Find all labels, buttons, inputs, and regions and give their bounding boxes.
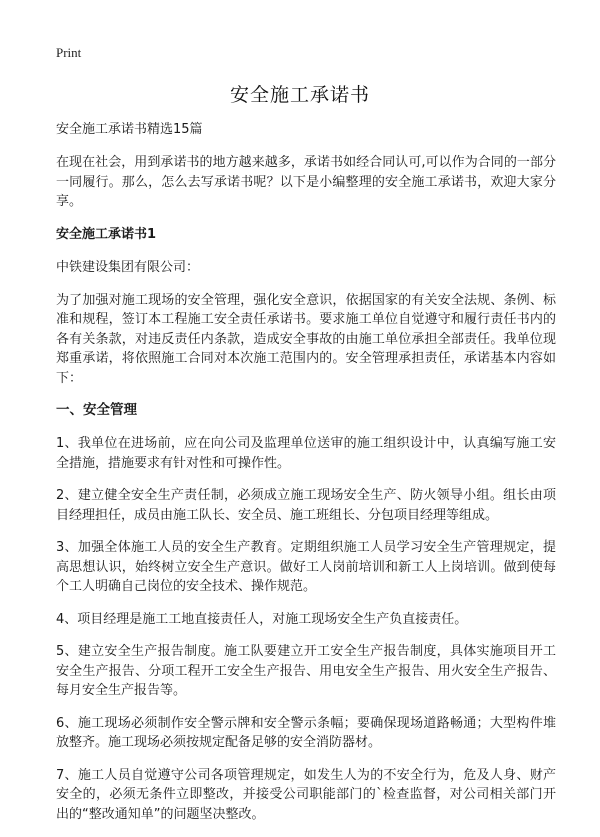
document-subtitle: 安全施工承诺书精选15篇: [56, 122, 203, 137]
list-item: 1、我单位在进场前，应在向公司及监理单位送审的施工组织设计中，认真编写施工安全措施，措施要求有针对性和可操作性。: [56, 436, 556, 471]
body-paragraph: 为了加强对施工现场的安全管理，强化安全意识，依据国家的有关安全法规、条例、标准和规程，签订本工程施工安全责任承诺书。要求施工单位自觉遵守和履行责任书内的各有关条款，对违反责任内条款，造成安全事故的由施工单位承担全部责任。我单位现郑重承诺，将依照施工合同对本次施工范围内的。安全管理承担责任，承诺基本内容如下：: [56, 292, 556, 386]
list-item: 6、施工现场必须制作安全警示牌和安全警示条幅；要确保现场道路畅通；大型构件堆放整齐。施工现场必须按规定配备足够的安全消防器材。: [56, 715, 556, 750]
list-item: 7、施工人员自觉遵守公司各项管理规定，如发生人为的不安全行为，危及人身、财产安全的，必须无条件立即整改，并接受公司职能部门的`检查监督，对公司相关部门开出的“整改通知单”的问题坚决整改。: [56, 767, 556, 822]
document-body: [56, 120, 556, 837]
subsection-heading: 一、安全管理: [56, 402, 137, 418]
list-item: 3、加强全体施工人员的安全生产教育。定期组织施工人员学习安全生产管理规定，提高思想认识，始终树立安全生产意识。做好工人岗前培训和新工人上岗培训。做到使每个工人明确自己岗位的安全技术、操作规范。: [56, 540, 556, 594]
addressee: 中铁建设集团有限公司：: [56, 259, 200, 275]
intro-paragraph: 在现在社会，用到承诺书的地方越来越多，承诺书如经合同认可,可以作为合同的一部分一同履行。那么，怎么去写承诺书呢？以下是小编整理的安全施工承诺书，欢迎大家分享。: [56, 155, 556, 209]
list-item: 2、建立健全安全生产责任制，必须成立施工现场安全生产、防火领导小组。组长由项目经理担任，成员由施工队长、安全员、施工班组长、分包项目经理等组成。: [56, 488, 556, 523]
print-label: Print: [56, 45, 82, 60]
section-heading: 安全施工承诺书1: [56, 226, 157, 242]
page-title: 安全施工承诺书: [229, 84, 370, 106]
list-item: 4、项目经理是施工工地直接责任人，对施工现场安全生产负直接责任。: [56, 611, 468, 627]
list-item: 5、建立安全生产报告制度。施工队要建立开工安全生产报告制度，具体实施项目开工安全生产报告、分项工程开工安全生产报告、用电安全生产报告、用火安全生产报告、每月安全生产报告等。: [56, 644, 556, 698]
